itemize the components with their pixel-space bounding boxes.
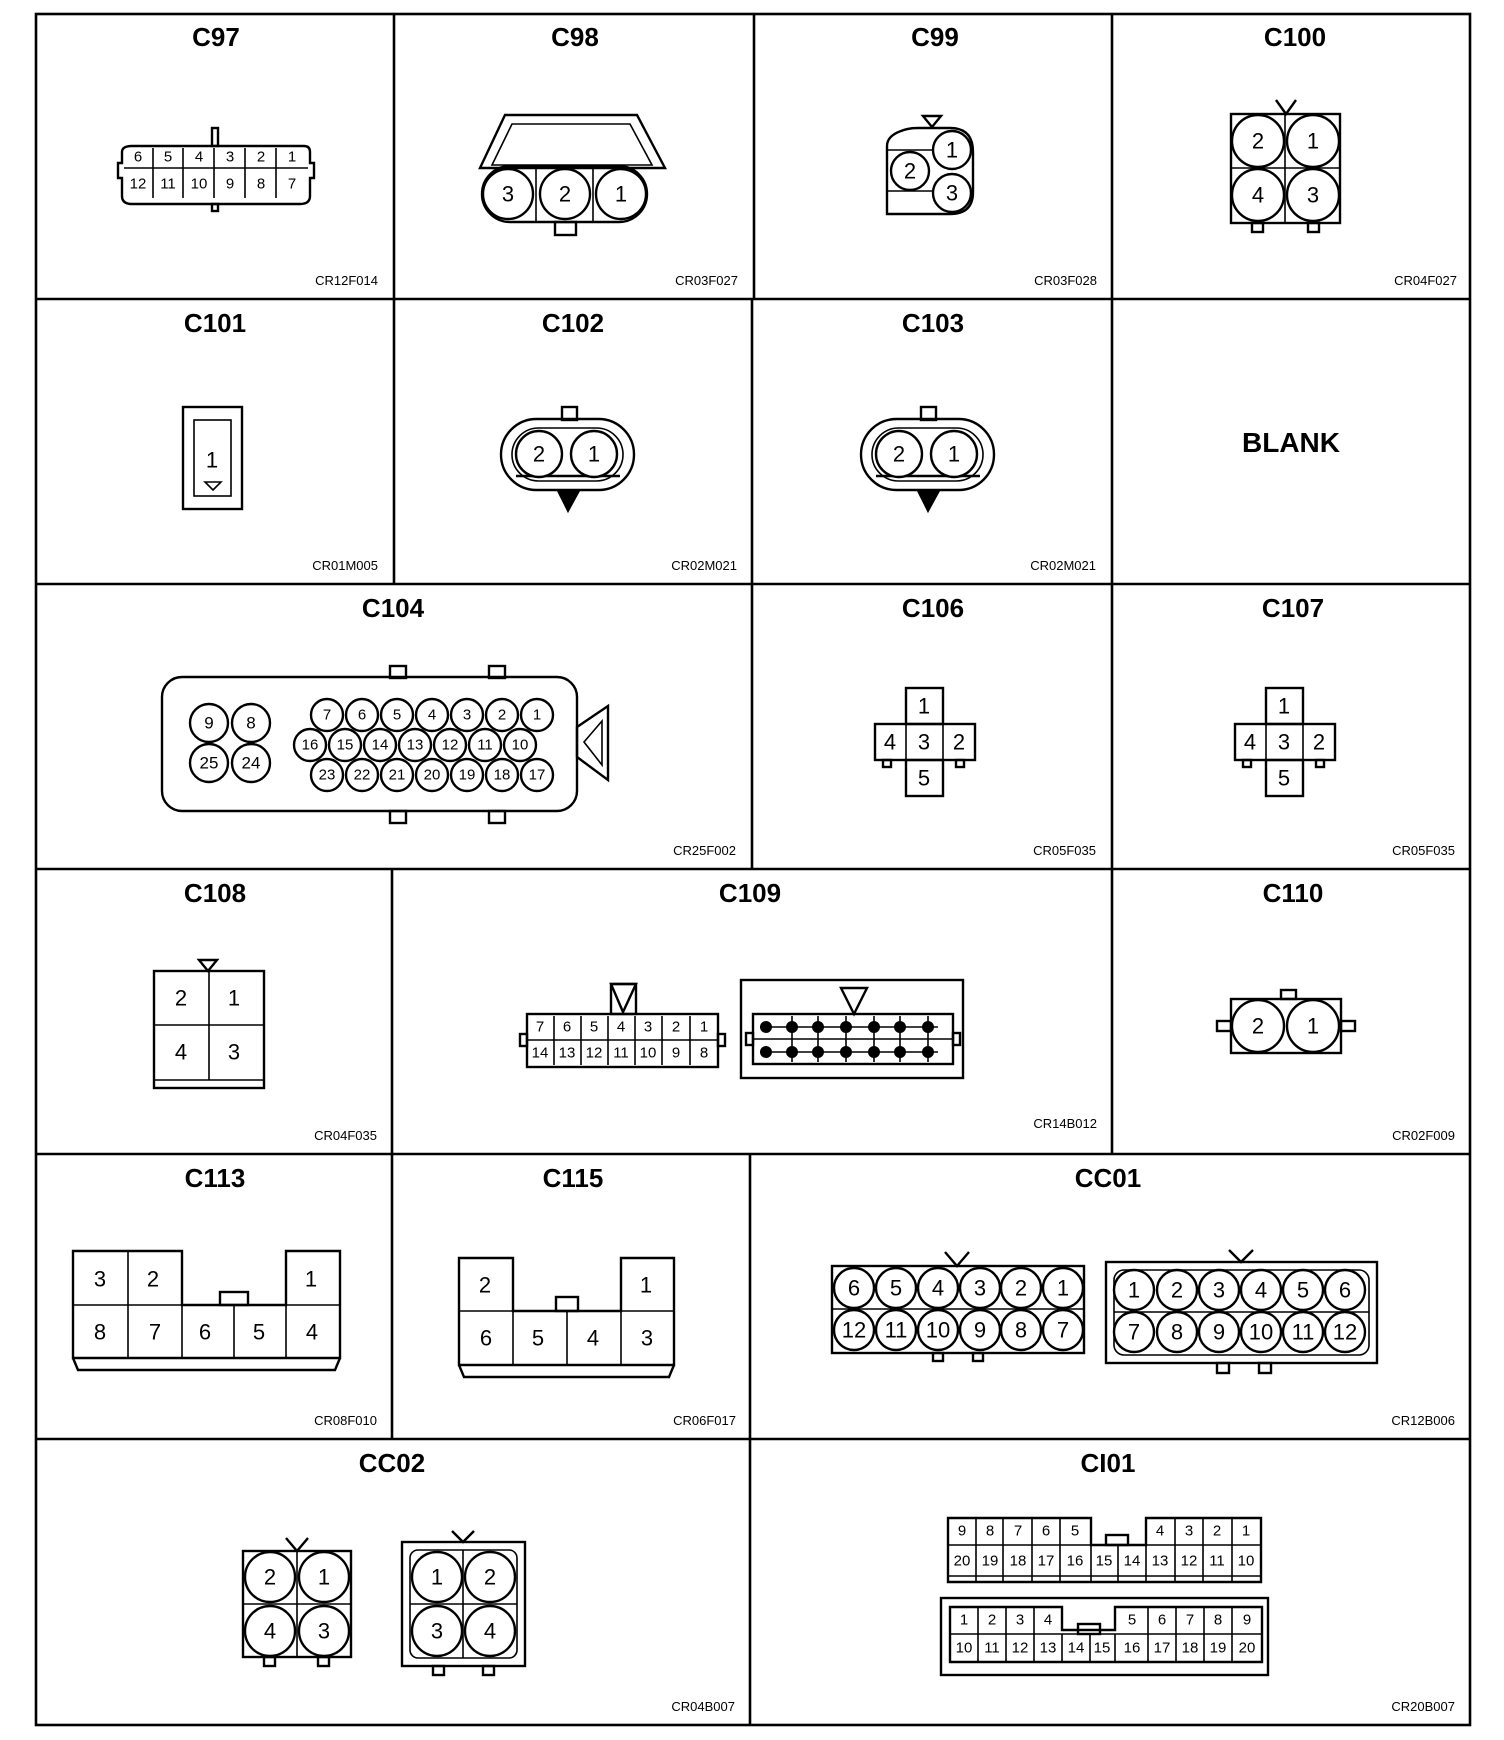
pin-label: 2 <box>1014 1275 1028 1301</box>
pin-label: 22 <box>353 766 371 784</box>
pin-label: 1 <box>1127 1277 1141 1303</box>
pin-label: 5 <box>1296 1277 1310 1303</box>
pin-label: 6 <box>562 1018 572 1036</box>
connector-c113 <box>73 1163 377 1428</box>
pin-label: 2 <box>1170 1277 1184 1303</box>
connector-code: CR01M005 <box>312 558 378 573</box>
pin-label: 12 <box>841 1317 867 1343</box>
pin-label: 9 <box>204 713 214 733</box>
pin-label: 8 <box>246 713 256 733</box>
pin-label: 19 <box>981 1552 999 1570</box>
pin-label: 9 <box>1212 1319 1226 1345</box>
connector-code: CR12B006 <box>1391 1413 1455 1428</box>
connector-title: C99 <box>911 22 959 52</box>
connector-c99 <box>887 22 1097 288</box>
connector-code: CR14B012 <box>1033 1116 1097 1131</box>
pin-label: 1 <box>917 693 931 719</box>
pin-label: 6 <box>198 1319 212 1345</box>
pin-label: 10 <box>955 1639 973 1657</box>
pin-label: 4 <box>883 729 897 755</box>
pin-label: 7 <box>1013 1522 1023 1540</box>
connector-code: CR06F017 <box>673 1413 736 1428</box>
pin-label: 1 <box>639 1272 653 1298</box>
connector-c103 <box>861 308 1096 573</box>
pin-label: 16 <box>1123 1639 1141 1657</box>
pin-label: 3 <box>317 1618 331 1644</box>
pin-label: 15 <box>1095 1552 1113 1570</box>
pin-label: 4 <box>586 1325 600 1351</box>
pin-label: 1 <box>699 1018 709 1036</box>
pin-label: 9 <box>225 175 235 193</box>
pin-label: 12 <box>1011 1639 1029 1657</box>
pin-label: 2 <box>558 181 572 207</box>
pin-label: 3 <box>1212 1277 1226 1303</box>
pin-label: 10 <box>925 1317 951 1343</box>
pin-label: 1 <box>587 441 601 467</box>
pin-label: 2 <box>892 441 906 467</box>
pin-label: 5 <box>1277 765 1291 791</box>
connector-c106 <box>875 593 1096 858</box>
pin-label: 3 <box>93 1266 107 1292</box>
pin-label: 12 <box>441 736 459 754</box>
connector-title: C107 <box>1261 593 1325 623</box>
pin-label: 2 <box>256 148 266 166</box>
pin-label: 23 <box>318 766 336 784</box>
pin-label: 1 <box>304 1266 318 1292</box>
pin-label: 10 <box>1248 1319 1274 1345</box>
pin-label: 1 <box>287 148 297 166</box>
connector-code: CR08F010 <box>314 1413 377 1428</box>
connector-code: CR02M021 <box>1030 558 1096 573</box>
pin-label: 5 <box>589 1018 599 1036</box>
pin-label: 3 <box>430 1618 444 1644</box>
pin-label: 16 <box>1066 1552 1084 1570</box>
pin-label: 3 <box>1015 1611 1025 1629</box>
pin-label: 3 <box>462 706 472 724</box>
connector-title: C110 <box>1262 878 1324 908</box>
connector-title: C104 <box>361 593 425 623</box>
pin-label: 3 <box>917 729 931 755</box>
connector-c108 <box>154 878 377 1143</box>
pin-label: 3 <box>1306 182 1320 208</box>
connector-c97 <box>118 22 378 288</box>
pin-label: 1 <box>614 181 628 207</box>
pin-label: 10 <box>511 736 529 754</box>
connector-code: CR25F002 <box>673 843 736 858</box>
pin-label: 5 <box>531 1325 545 1351</box>
connector-title: C115 <box>542 1163 604 1193</box>
connector-c107 <box>1235 593 1455 858</box>
pin-label: 24 <box>241 753 261 773</box>
pin-label: 11 <box>613 1044 629 1062</box>
pin-label: 4 <box>931 1275 945 1301</box>
pin-label: 13 <box>1151 1552 1169 1570</box>
connector-title: C109 <box>718 878 782 908</box>
pin-label: 17 <box>1153 1639 1171 1657</box>
connector-c109 <box>520 878 1097 1131</box>
pin-label: 6 <box>1338 1277 1352 1303</box>
pin-label: 4 <box>1254 1277 1268 1303</box>
connector-title: C113 <box>184 1163 246 1193</box>
pin-label: 8 <box>256 175 266 193</box>
pin-label: 2 <box>903 158 917 184</box>
pin-label: 2 <box>478 1272 492 1298</box>
connector-ci01 <box>941 1448 1455 1714</box>
connector-title: CI01 <box>1080 1448 1136 1478</box>
pin-label: 15 <box>1093 1639 1111 1657</box>
connector-cc01 <box>832 1163 1455 1428</box>
pin-label: 2 <box>146 1266 160 1292</box>
pin-label: 7 <box>1185 1611 1195 1629</box>
connector-code: CR02F009 <box>1392 1128 1455 1143</box>
pin-label: 11 <box>477 736 493 754</box>
connector-title: C97 <box>192 22 240 52</box>
pin-label: 10 <box>639 1044 657 1062</box>
pin-label: 15 <box>336 736 354 754</box>
pin-label: 8 <box>93 1319 107 1345</box>
pin-label: 7 <box>1056 1317 1070 1343</box>
pin-label: 5 <box>1127 1611 1137 1629</box>
pin-label: 1 <box>532 706 542 724</box>
pin-label: 7 <box>1127 1319 1141 1345</box>
pin-label: 20 <box>953 1552 971 1570</box>
connector-title: C103 <box>901 308 965 338</box>
connector-title: CC02 <box>358 1448 426 1478</box>
pin-label: 10 <box>190 175 208 193</box>
pin-label: 3 <box>1277 729 1291 755</box>
pin-label: 17 <box>1037 1552 1055 1570</box>
pin-label: 14 <box>1067 1639 1085 1657</box>
table-grid <box>36 14 1470 1725</box>
connector-c115 <box>459 1163 736 1428</box>
pin-label: 2 <box>1251 1013 1265 1039</box>
pin-label: 3 <box>973 1275 987 1301</box>
pin-label: 5 <box>392 706 402 724</box>
connector-title: C108 <box>183 878 247 908</box>
pin-label: 3 <box>640 1325 654 1351</box>
pin-label: 5 <box>1070 1522 1080 1540</box>
pin-label: 2 <box>497 706 507 724</box>
connector-title: C102 <box>541 308 605 338</box>
pin-label: 4 <box>483 1618 497 1644</box>
pin-label: 6 <box>1041 1522 1051 1540</box>
connector-title: C98 <box>551 22 599 52</box>
pin-label: 5 <box>252 1319 266 1345</box>
pin-label: 1 <box>227 985 241 1011</box>
pin-label: 9 <box>1242 1611 1252 1629</box>
pin-label: 6 <box>479 1325 493 1351</box>
pin-label: 7 <box>148 1319 162 1345</box>
connector-title: C106 <box>901 593 965 623</box>
pin-label: 1 <box>1306 1013 1320 1039</box>
blank-label: BLANK <box>1242 427 1340 458</box>
pin-label: 11 <box>160 175 176 193</box>
pin-label: 4 <box>1251 182 1265 208</box>
connector-code: CR03F027 <box>675 273 738 288</box>
connector-code: CR02M021 <box>671 558 737 573</box>
pin-label: 2 <box>671 1018 681 1036</box>
pin-label: 1 <box>1241 1522 1251 1540</box>
pin-label: 17 <box>528 766 546 784</box>
pin-label: 6 <box>133 148 143 166</box>
pin-label: 11 <box>984 1639 1000 1657</box>
pin-label: 12 <box>585 1044 603 1062</box>
connector-c101 <box>183 308 378 573</box>
pin-label: 4 <box>194 148 204 166</box>
pin-label: 1 <box>205 447 219 473</box>
connector-title: C101 <box>183 308 247 338</box>
pin-label: 3 <box>1184 1522 1194 1540</box>
pin-label: 3 <box>225 148 235 166</box>
pin-label: 4 <box>1243 729 1257 755</box>
pin-label: 2 <box>174 985 188 1011</box>
pin-label: 11 <box>884 1317 908 1343</box>
pin-label: 3 <box>227 1039 241 1065</box>
pin-label: 11 <box>1209 1552 1225 1570</box>
pin-label: 6 <box>847 1275 861 1301</box>
pin-label: 2 <box>483 1564 497 1590</box>
pin-label: 4 <box>174 1039 188 1065</box>
pin-label: 8 <box>1170 1319 1184 1345</box>
pin-label: 19 <box>458 766 476 784</box>
pin-label: 2 <box>532 441 546 467</box>
connector-code: CR04B007 <box>671 1699 735 1714</box>
pin-label: 14 <box>531 1044 549 1062</box>
pin-label: 7 <box>535 1018 545 1036</box>
connector-code: CR03F028 <box>1034 273 1097 288</box>
pin-label: 1 <box>1306 128 1320 154</box>
pin-label: 2 <box>987 1611 997 1629</box>
pin-label: 6 <box>357 706 367 724</box>
connector-code: CR05F035 <box>1392 843 1455 858</box>
pin-label: 25 <box>199 753 219 773</box>
pin-label: 3 <box>501 181 515 207</box>
pin-label: 3 <box>643 1018 653 1036</box>
pin-label: 12 <box>1332 1319 1358 1345</box>
connector-cc02 <box>243 1448 735 1714</box>
pin-label: 13 <box>406 736 424 754</box>
pin-label: 9 <box>671 1044 681 1062</box>
pin-label: 8 <box>1014 1317 1028 1343</box>
pin-label: 5 <box>163 148 173 166</box>
connector-c110 <box>1217 878 1455 1143</box>
pin-label: 5 <box>917 765 931 791</box>
pin-label: 4 <box>263 1618 277 1644</box>
pin-label: 2 <box>263 1564 277 1590</box>
pin-label: 1 <box>430 1564 444 1590</box>
pin-label: 12 <box>129 175 147 193</box>
connector-code: CR04F035 <box>314 1128 377 1143</box>
pin-label: 8 <box>985 1522 995 1540</box>
pin-label: 2 <box>1212 1522 1222 1540</box>
pin-label: 7 <box>322 706 332 724</box>
pin-label: 4 <box>427 706 437 724</box>
pin-label: 14 <box>371 736 389 754</box>
connector-code: CR04F027 <box>1394 273 1457 288</box>
pin-label: 20 <box>423 766 441 784</box>
pin-label: 3 <box>945 180 959 206</box>
pin-label: 6 <box>1157 1611 1167 1629</box>
pin-label: 21 <box>388 766 406 784</box>
connector-code: CR12F014 <box>315 273 378 288</box>
connector-c98 <box>480 22 738 288</box>
pin-label: 2 <box>1251 128 1265 154</box>
pin-label: 13 <box>558 1044 576 1062</box>
connector-c100 <box>1231 22 1457 288</box>
connector-c104 <box>162 593 736 858</box>
pin-label: 20 <box>1238 1639 1256 1657</box>
pin-label: 12 <box>1180 1552 1198 1570</box>
pin-label: 18 <box>1009 1552 1027 1570</box>
connector-title: CC01 <box>1074 1163 1142 1193</box>
pin-label: 10 <box>1237 1552 1255 1570</box>
pin-label: 4 <box>1155 1522 1165 1540</box>
pin-label: 4 <box>1043 1611 1053 1629</box>
connector-code: CR20B007 <box>1391 1699 1455 1714</box>
connector-code: CR05F035 <box>1033 843 1096 858</box>
pin-label: 8 <box>699 1044 709 1062</box>
pin-label: 18 <box>493 766 511 784</box>
pin-label: 1 <box>947 441 961 467</box>
pin-label: 4 <box>616 1018 626 1036</box>
pin-label: 16 <box>301 736 319 754</box>
pin-label: 4 <box>305 1319 319 1345</box>
pin-label: 18 <box>1181 1639 1199 1657</box>
pin-label: 1 <box>1056 1275 1070 1301</box>
connector-c102 <box>501 308 737 573</box>
pin-label: 9 <box>973 1317 987 1343</box>
pin-label: 1 <box>1277 693 1291 719</box>
pin-label: 19 <box>1209 1639 1227 1657</box>
connector-title: C100 <box>1263 22 1327 52</box>
pin-label: 13 <box>1039 1639 1057 1657</box>
pin-label: 5 <box>889 1275 903 1301</box>
pin-label: 11 <box>1291 1319 1315 1345</box>
pin-label: 2 <box>952 729 966 755</box>
pin-label: 2 <box>1312 729 1326 755</box>
pin-label: 7 <box>287 175 297 193</box>
pin-label: 1 <box>959 1611 969 1629</box>
pin-label: 1 <box>945 137 959 163</box>
pin-label: 14 <box>1123 1552 1141 1570</box>
pin-label: 1 <box>317 1564 331 1590</box>
pin-label: 8 <box>1213 1611 1223 1629</box>
pin-label: 9 <box>957 1522 967 1540</box>
